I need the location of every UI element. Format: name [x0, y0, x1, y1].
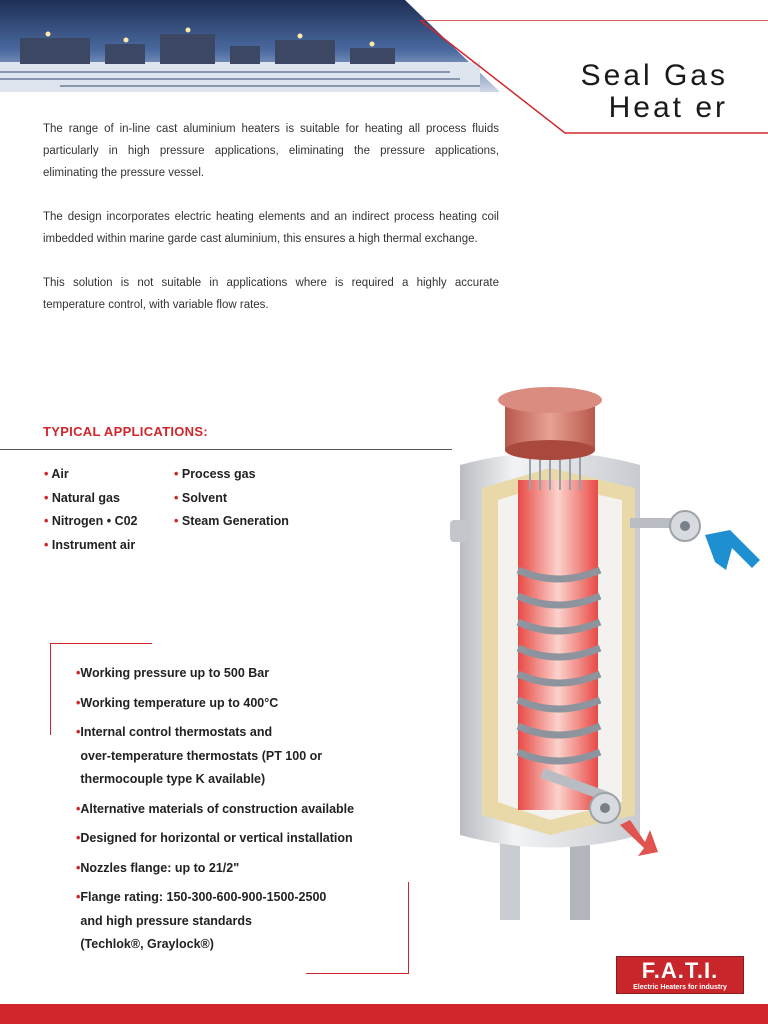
logo-tagline: Electric Heaters for industry — [633, 984, 727, 991]
applications-divider — [0, 449, 452, 450]
feature-item: • Flange rating: 150-300-600-900-1500-2500 and high pressure standards (Techlok®, Graylock®) — [76, 890, 327, 951]
application-item: • Natural gas — [44, 490, 120, 505]
bracket-line — [306, 973, 409, 974]
bracket-line — [50, 643, 152, 644]
page-title: Seal Gas Heat er — [580, 59, 728, 124]
features-list — [76, 662, 406, 963]
applications-list-left — [44, 463, 138, 557]
feature-item: •Nozzles flange: up to 21/2" — [76, 860, 240, 875]
logo-wordmark: F.A.T.I. — [641, 958, 719, 983]
application-item: • Instrument air — [44, 537, 136, 552]
fati-logo — [616, 956, 744, 994]
feature-item: •Alternative materials of construction available — [76, 801, 355, 816]
feature-item: •Working pressure up to 500 Bar — [76, 666, 270, 680]
bracket-line — [50, 643, 51, 735]
application-item: • Air — [44, 467, 69, 481]
application-item: • Process gas — [174, 467, 256, 481]
intro-paragraph: This solution is not suitable in applications where is required a highly accurate temperature control, with variable flow rates. — [43, 277, 499, 311]
feature-item: •Working temperature up to 400°C — [76, 695, 279, 710]
application-item: • Solvent — [174, 490, 228, 505]
footer-bar — [0, 1004, 768, 1024]
heater-illustration — [430, 360, 768, 920]
application-item: • Nitrogen • C02 — [44, 514, 138, 528]
feature-item: •Designed for horizontal or vertical installation — [76, 831, 353, 845]
applications-heading: TYPICAL APPLICATIONS: — [43, 424, 208, 439]
bracket-line — [408, 882, 409, 974]
intro-text — [43, 118, 499, 338]
applications-list-right — [174, 463, 289, 534]
feature-item: • Internal control thermostats and over-temperature thermostats (PT 100 or thermocouple type K available) — [76, 725, 323, 786]
intro-paragraph: The design incorporates electric heating elements and an indirect process heating coil imbedded within marine garde cast aluminium, this ensures a high thermal exchange. — [43, 211, 499, 245]
intro-paragraph: The range of in-line cast aluminium heaters is suitable for heating all process fluids particularly in high pressure applications, eliminating the pressure applications, eliminating the pressure vessel. — [43, 123, 499, 179]
application-item: • Steam Generation — [174, 514, 289, 528]
